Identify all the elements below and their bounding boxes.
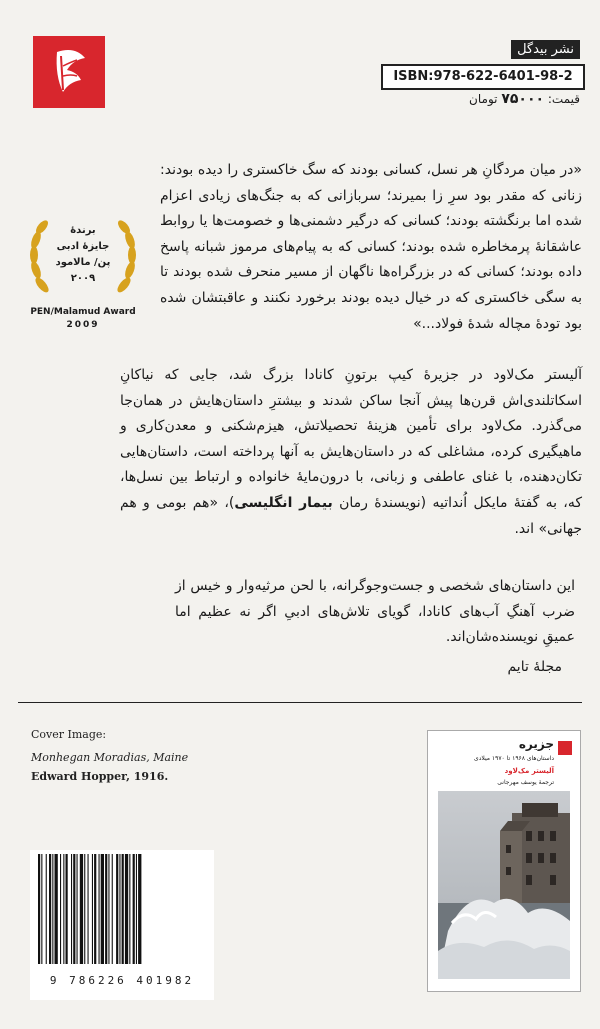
barcode-bar <box>112 854 113 964</box>
award-badge <box>24 215 142 330</box>
barcode-bar <box>84 854 85 964</box>
bio-book-title: بیمار انگلیسی <box>234 494 333 511</box>
award-name-fa: پن/ مالامود <box>55 257 111 268</box>
price <box>469 91 580 107</box>
barcode-bars <box>30 850 214 968</box>
price-label: قیمت: <box>547 92 580 106</box>
barcode-bar <box>55 854 58 964</box>
barcode-bar <box>138 854 141 964</box>
publisher-logo <box>33 36 105 108</box>
barcode-bar <box>77 854 78 964</box>
barcode <box>30 850 214 1000</box>
cover-credit-label: Cover Image: <box>31 728 107 741</box>
laurel-wreath-icon <box>24 215 142 305</box>
bio-text-start: آلیستر مک‌لاود در جزیرهٔ کیپ برتونِ کانادا بزرگ شد، جایی که نیاکانِ اسکاتلندی‌اش قرن‌ها پیش آنجا ساکن شدند و بیشترِ داستان‌هایش در همان‌جا می‌گذرد. مک‌لاود برای تأمین هزینهٔ تحصیلاتش، هیزم‌شکنی و معدن‌کاری و ماهیگیری کرده، مشاغلی که در داستان‌هایش به آنها پرداخته است، داستان‌هایی تکان‌دهنده، با غنای عاطفی و زبانی، با درون‌مایهٔ خانواده و ارتباط بین نسل‌ها، که، به گفتهٔ مایکل اُنداتیه (نویسندهٔ رمان <box>120 367 582 511</box>
barcode-bar <box>129 854 130 964</box>
barcode-bar <box>116 854 118 964</box>
barcode-bar <box>99 854 100 964</box>
quote-paragraph <box>160 158 582 337</box>
barcode-bar <box>136 854 137 964</box>
barcode-bar <box>60 854 61 964</box>
barcode-bar <box>108 854 109 964</box>
barcode-digits: 9 786226 401982 <box>49 974 195 987</box>
price-amount: ۷۵۰۰۰ <box>501 91 545 107</box>
barcode-bar <box>101 854 104 964</box>
barcode-bar <box>94 854 96 964</box>
review-text: این داستان‌های شخصی و جست‌وجوگرانه، با لحن مرثیه‌وار و خیس از ضرب آهنگِ آب‌های کانادا، گویای تلاش‌های ادبیِ اگر نه عظیم اما عمیقِ نویسنده‌شان‌اند. <box>175 578 575 646</box>
barcode-bar <box>133 854 135 964</box>
barcode-bar <box>41 854 42 964</box>
thumbnail-translator: ترجمهٔ یوسف مهرجانی <box>497 779 554 786</box>
barcode-bar <box>46 854 47 964</box>
barcode-bar <box>71 854 72 964</box>
feather-logo-icon <box>33 36 105 108</box>
barcode-bar <box>125 854 128 964</box>
barcode-bar <box>73 854 75 964</box>
quote-text: «در میان مردگانِ هر نسل، کسانی بودند که سگ خاکستری را دیده بودند: زنانی که مقدر بود سرِ زا بمیرند؛ سربازانی که به جنگ‌های زیادی اعزام شده اما برنگشته بودند؛ کسانی که درگیر دشمنی‌ها و خصومت‌ها یا روابط عاشقانهٔ پرمخاطره شده بودند؛ کسانی که به پیام‌های مرموز شبانه پاسخ داده بودند؛ کسانی که در بزرگراه‌ها ناگهان از مسیر منحرف شده بودند تا به سگی خاکستری که در خیال دیده بودند برخورد نکنند و عاقبتشان شده بود تودهٔ مچاله شدهٔ فولاد...» <box>160 162 582 332</box>
thumbnail-title: جزیره <box>518 737 554 751</box>
barcode-bar <box>38 854 40 964</box>
publisher-name: نشر بیدگل <box>511 40 580 59</box>
thumbnail-subtitle: داستان‌های ۱۹۶۸ تا ۱۹۷۰ میلادی <box>474 755 554 762</box>
barcode-bar <box>119 854 120 964</box>
review-paragraph <box>175 574 575 651</box>
barcode-bar <box>92 854 93 964</box>
barcode-bar <box>52 854 53 964</box>
award-winner-label: برندهٔ <box>70 225 96 236</box>
barcode-bar <box>88 854 89 964</box>
cover-credit-artist: Edward Hopper, 1916. <box>31 770 169 783</box>
barcode-bar <box>63 854 64 964</box>
bio-paragraph <box>120 363 582 542</box>
cover-credit <box>31 723 188 788</box>
painting-image <box>438 791 570 979</box>
award-name-en: PEN/Malamud Award <box>30 307 136 317</box>
isbn: ISBN:978-622-6401-98-2 <box>381 64 585 90</box>
thumbnail-author: آلیستر مک‌لاود <box>504 767 554 775</box>
price-unit: تومان <box>469 92 498 106</box>
award-prize-label: جایزهٔ ادبی <box>56 241 110 252</box>
thumbnail-publisher-logo <box>558 741 572 755</box>
review-source: مجلهٔ تایم <box>507 659 562 675</box>
barcode-bar <box>49 854 51 964</box>
award-year-en: 2009 <box>66 320 100 330</box>
barcode-bar <box>105 854 107 964</box>
barcode-bar <box>80 854 83 964</box>
award-year-fa: ۲۰۰۹ <box>70 273 96 284</box>
barcode-bar <box>122 854 124 964</box>
divider <box>18 702 582 703</box>
cover-credit-title: Monhegan Moradias, Maine <box>31 751 189 764</box>
publisher-name-box <box>511 38 580 59</box>
bio-text-end: )، «هم بومی و هم جهانی» اند. <box>120 494 582 537</box>
book-cover-thumbnail <box>427 730 581 992</box>
barcode-bar <box>66 854 68 964</box>
